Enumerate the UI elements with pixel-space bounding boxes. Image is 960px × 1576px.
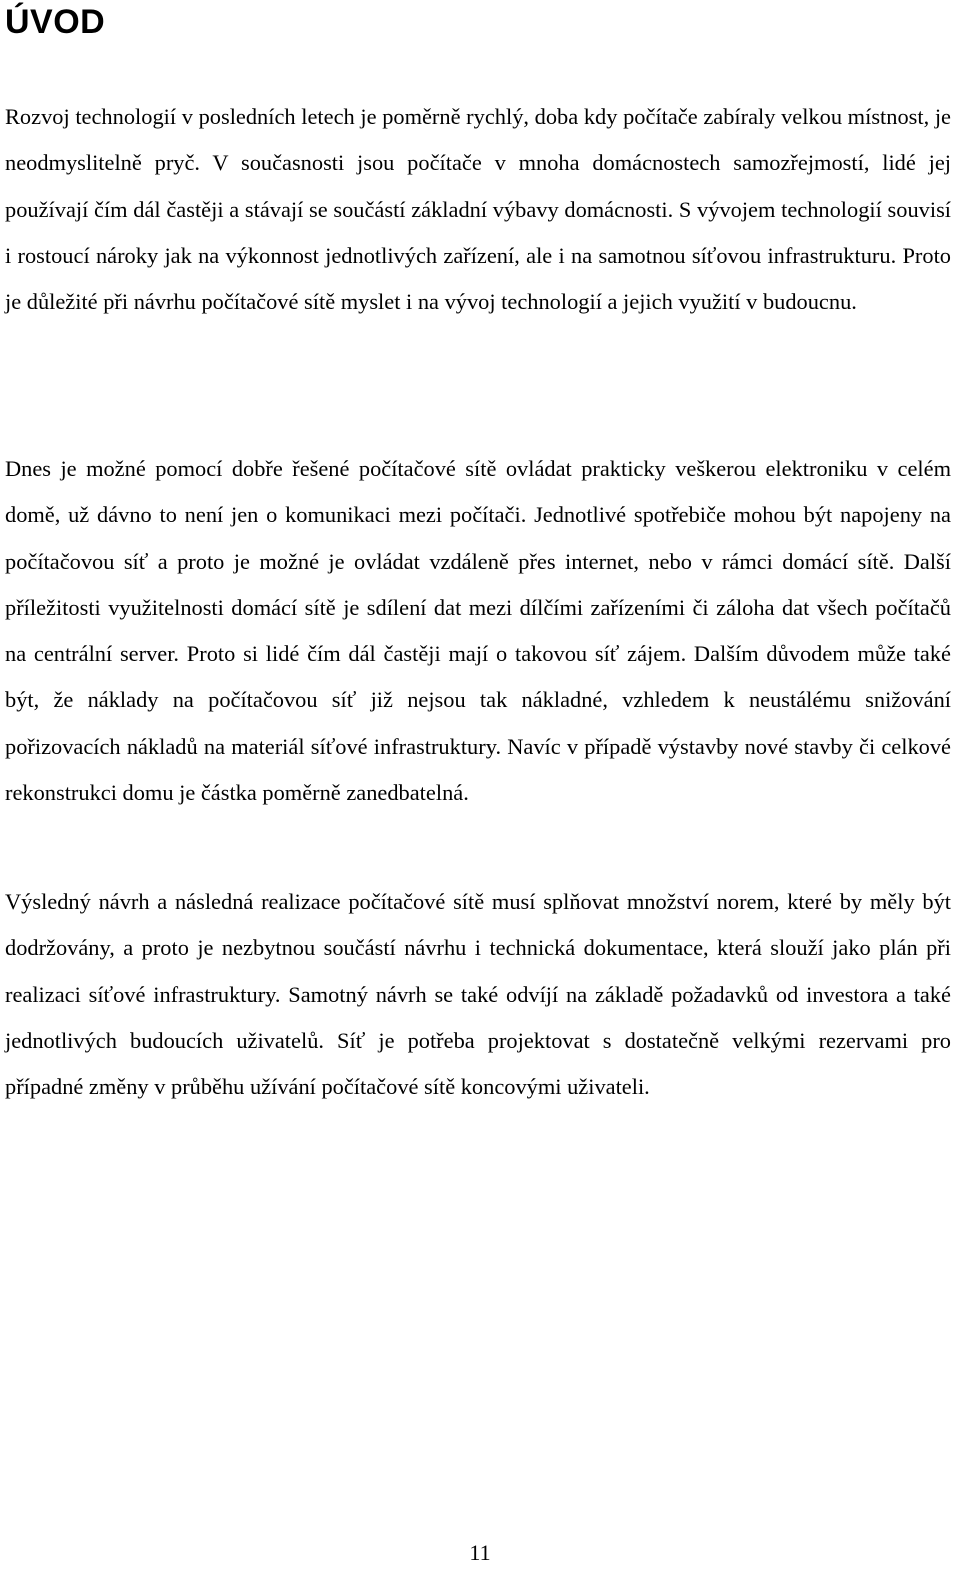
paragraph-intro: Rozvoj technologií v posledních letech je poměrně rychlý, doba kdy počítače zabíraly velkou místnost, je neodmyslitelně pryč. V současnosti jsou počítače v mnoha domácnostech samozřejmostí, lidé jej používají čím dál častěji a stávají se součástí základní výbavy domácnosti. S vývojem technologií souvisí i rostoucí nároky jak na výkonnost jednotlivých zařízení, ale i na samotnou síťovou infrastrukturu. Proto je důležité při návrhu počítačové sítě myslet i na vývoj technologií a jejich využití v budoucnu.	[5, 104, 951, 315]
chapter-heading: ÚVOD	[5, 3, 106, 41]
paragraph-home-network: Dnes je možné pomocí dobře řešené počítačové sítě ovládat prakticky veškerou elektroniku v celém domě, už dávno to není jen o komunikaci mezi počítači. Jednotlivé spotřebiče mohou být napojeny na počítačovou síť a proto je možné je ovládat vzdáleně přes internet, nebo v rámci domácí sítě. Další příležitosti využitelnosti domácí sítě je sdílení dat mezi dílčími zařízeními či záloha dat všech počítačů na centrální server. Proto si lidé čím dál častěji mají o takovou síť zájem. Dalším důvodem může také být, že náklady na počítačovou síť již nejsou tak nákladné, vzhledem k neustálému snižování pořizovacích nákladů na materiál síťové infrastruktury. Navíc v případě výstavby nové stavby či celkové rekonstrukci domu je částka poměrně zanedbatelná.	[5, 456, 951, 806]
page-number: 11	[469, 1540, 491, 1565]
paragraph-design-standards: Výsledný návrh a následná realizace počítačové sítě musí splňovat množství norem, které by měly být dodržovány, a proto je nezbytnou součástí návrhu i technická dokumentace, která slouží jako plán při realizaci síťové infrastruktury. Samotný návrh se také odvíjí na základě požadavků od investora a také jednotlivých budoucích uživatelů. Síť je potřeba projektovat s dostatečně velkými rezervami pro případné změny v průběhu užívání počítačové sítě koncovými uživateli.	[5, 889, 951, 1100]
